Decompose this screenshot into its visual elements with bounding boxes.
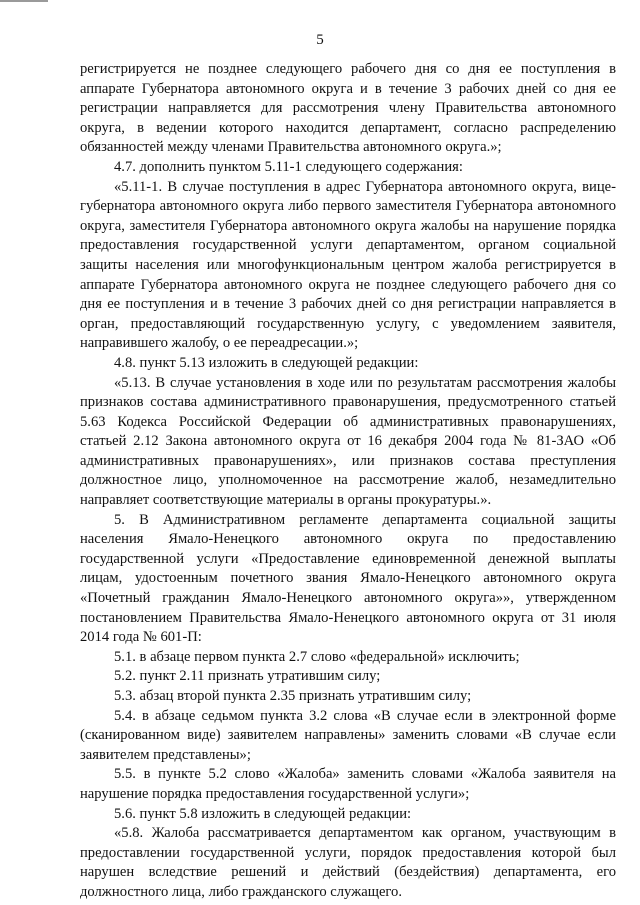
paragraph: 4.7. дополнить пунктом 5.11-1 следующего содержания: [114, 158, 463, 175]
paragraph: 5.6. пункт 5.8 изложить в следующей редакции: [114, 805, 412, 822]
page-number: 5 [316, 32, 324, 48]
paragraph: 5.3. абзац второй пункта 2.35 признать утратившим силу; [114, 688, 472, 704]
paragraph: 5.5. в пункте 5.2 слово «Жалоба» заменить словами «Жалоба заявителя на нарушение порядка предоставления государственной услуги»; [80, 766, 616, 802]
paragraph: 5.1. в абзаце первом пункта 2.7 слово «федеральной» исключить; [114, 648, 520, 665]
paragraph: 5. В Административном регламенте департамента социальной защиты населения Ямало-Ненецкого автономного округа по предоставлению государственной услуги «Предоставление единовременной денежной выплаты лицам, удостоенным почетного звания Ямало-Ненецкого автономного округа «Почетный гражданин Ямало-Ненецкого автономного округа»», утвержденном постановлением Правительства Ямало-Ненецкого автономного округа от 31 июля 2014 года № 601-П: [80, 511, 616, 646]
scan-edge-mark [0, 0, 48, 2]
paragraph: 4.8. пункт 5.13 изложить в следующей редакции: [114, 354, 419, 371]
paragraph: «5.8. Жалоба рассматривается департаментом как органом, участвующим в предоставлении государственной услуги, порядок предоставления которой был нарушен вследствие решений и действий (бездействия) департамента, его должностного лица, либо гражданского служащего. [80, 825, 616, 900]
paragraph: «5.13. В случае установления в ходе или по результатам рассмотрения жалобы признаков состава административного правонарушения, предусмотренного статьей 5.63 Кодекса Российской Федерации об административных правонарушениях, статьей 2.12 Закона автономного округа от 16 декабря 2004 года № 81-ЗАО «Об административных правонарушениях», или признаков состава преступления должностное лицо, уполномоченное на рассмотрение жалоб, незамедлительно направляет соответствующие материалы в органы прокуратуры.». [80, 374, 616, 509]
paragraph: регистрируется не позднее следующего рабочего дня со дня ее поступления в аппарате Губернатора автономного округа и в течение 3 рабочих дней со дня ее регистрации направляется для рассмотрения члену Правительства автономного округа, в ведении которого находится департамент, согласно распределению обязанностей между членами Правительства автономного округа.»; [80, 61, 616, 156]
paragraph: «5.11-1. В случае поступления в адрес Губернатора автономного округа, вице-губернатора автономного округа либо первого заместителя Губернатора автономного округа, заместителя Губернатора автономного округа жалобы на нарушение порядка предоставления государственной услуги департаментом, органом социальной защиты населения или многофункциональным центром жалоба регистрируется в аппарате Губернатора автономного округа не позднее следующего рабочего дня со дня ее поступления и в течение 3 рабочих дней со дня регистрации направляется в орган, предоставляющий государственную услугу, с уведомлением заявителя, направившего жалобу, о ее переадресации.»; [80, 178, 616, 352]
paragraph: 5.2. пункт 2.11 признать утратившим силу; [114, 668, 381, 685]
document-body [80, 60, 616, 903]
paragraph: 5.4. в абзаце седьмом пункта 3.2 слова «В случае если в электронной форме (сканированном виде) заявителем направлены» заменить словами «В случае если заявителем представлены»; [80, 707, 616, 763]
